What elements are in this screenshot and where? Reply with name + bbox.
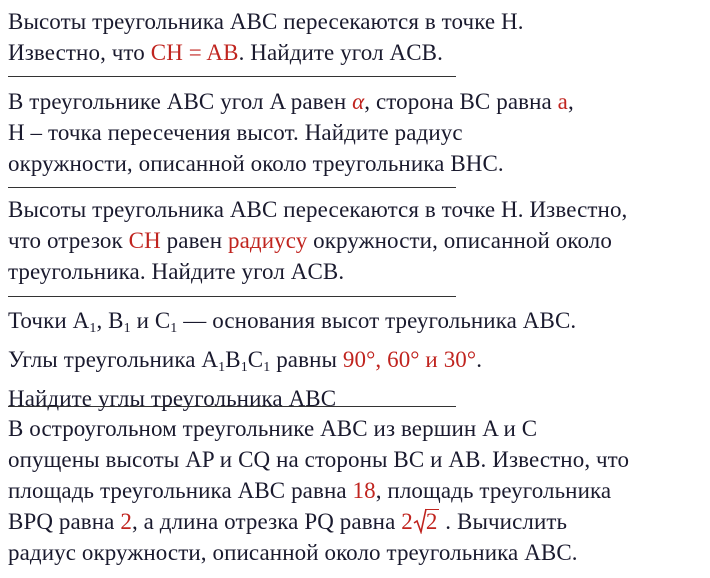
problem-5 — [8, 413, 704, 568]
problem-2 — [8, 86, 704, 179]
problem-3 — [8, 194, 704, 287]
highlight-a: a — [557, 89, 568, 114]
problem-4-line-2 — [8, 344, 704, 383]
radicand: 2 — [425, 509, 438, 534]
text: , сторона BC равна — [364, 89, 558, 114]
subscript: 1 — [89, 321, 97, 336]
separator-4 — [8, 406, 456, 407]
highlight-ch-ab: CH = AB — [150, 40, 239, 65]
text: Известно, что — [8, 40, 151, 65]
separator-2 — [8, 187, 456, 188]
text: , площадь треугольника — [375, 478, 612, 503]
highlight-radius: радиусу — [227, 228, 308, 253]
text: что отрезок — [8, 228, 129, 253]
problem-5-line-1: В остроугольном треугольнике ABC из вершин A и C — [8, 416, 538, 441]
highlight-alpha: α — [352, 89, 365, 114]
text: площадь треугольника ABC равна — [8, 478, 353, 503]
problem-4-line-1 — [8, 305, 704, 344]
problem-5-line-3 — [8, 475, 704, 506]
problem-3-line-3: треугольника. Найдите угол ACB. — [8, 259, 345, 284]
text: . Найдите угол ACB. — [238, 40, 443, 65]
subscript: 1 — [240, 360, 248, 375]
radical-sign-icon — [413, 508, 427, 534]
problem-1-line-2 — [8, 37, 704, 68]
text: Точки A — [8, 308, 90, 333]
text: , а длина отрезка PQ равна — [131, 509, 402, 534]
text: C — [247, 347, 264, 372]
text: , B — [96, 308, 124, 333]
problem-2-line-2: H – точка пересечения высот. Найдите радиус — [8, 120, 463, 145]
subscript: 1 — [263, 360, 271, 375]
text: равны — [270, 347, 343, 372]
sqrt-coefficient: 2 — [401, 509, 413, 534]
text: . Вычислить — [439, 509, 568, 534]
highlight-angles: 90°, 60° и 30° — [342, 347, 477, 372]
text: окружности, описанной около — [307, 228, 612, 253]
problem-1-line-1: Высоты треугольника ABC пересекаются в точке H. — [8, 9, 524, 34]
problem-5-line-4 — [8, 506, 704, 537]
separator-3 — [8, 296, 456, 297]
highlight-2: 2 — [120, 509, 132, 534]
text: В треугольнике ABC угол A равен — [8, 89, 353, 114]
text: BPQ равна — [8, 509, 121, 534]
problem-5-line-2: опущены высоты AP и CQ на стороны BC и AB. Известно, что — [8, 447, 630, 472]
problem-3-line-2 — [8, 225, 704, 256]
text: — основания высот треугольника ABC. — [177, 308, 577, 333]
subscript: 1 — [218, 360, 226, 375]
sqrt-expression — [413, 506, 440, 537]
problem-2-line-1 — [8, 86, 704, 117]
subscript: 1 — [123, 321, 131, 336]
separator-1 — [8, 76, 456, 77]
text: равен — [160, 228, 228, 253]
problem-5-line-5: радиус окружности, описанной около треугольника ABC. — [8, 540, 578, 565]
problem-4 — [8, 305, 704, 414]
problem-3-line-1: Высоты треугольника ABC пересекаются в точке H. Известно, — [8, 197, 628, 222]
text: B — [225, 347, 241, 372]
subscript: 1 — [170, 321, 178, 336]
text: Углы треугольника A — [8, 347, 219, 372]
text: , — [567, 89, 574, 114]
text: . — [476, 347, 483, 372]
problem-4-line-3: Найдите углы треугольника ABC — [8, 386, 337, 411]
problem-2-line-3: окружности, описанной около треугольника BHC. — [8, 151, 504, 176]
highlight-ch: CH — [128, 228, 161, 253]
highlight-18: 18 — [352, 478, 376, 503]
problem-1 — [8, 6, 704, 68]
text: и C — [130, 308, 171, 333]
